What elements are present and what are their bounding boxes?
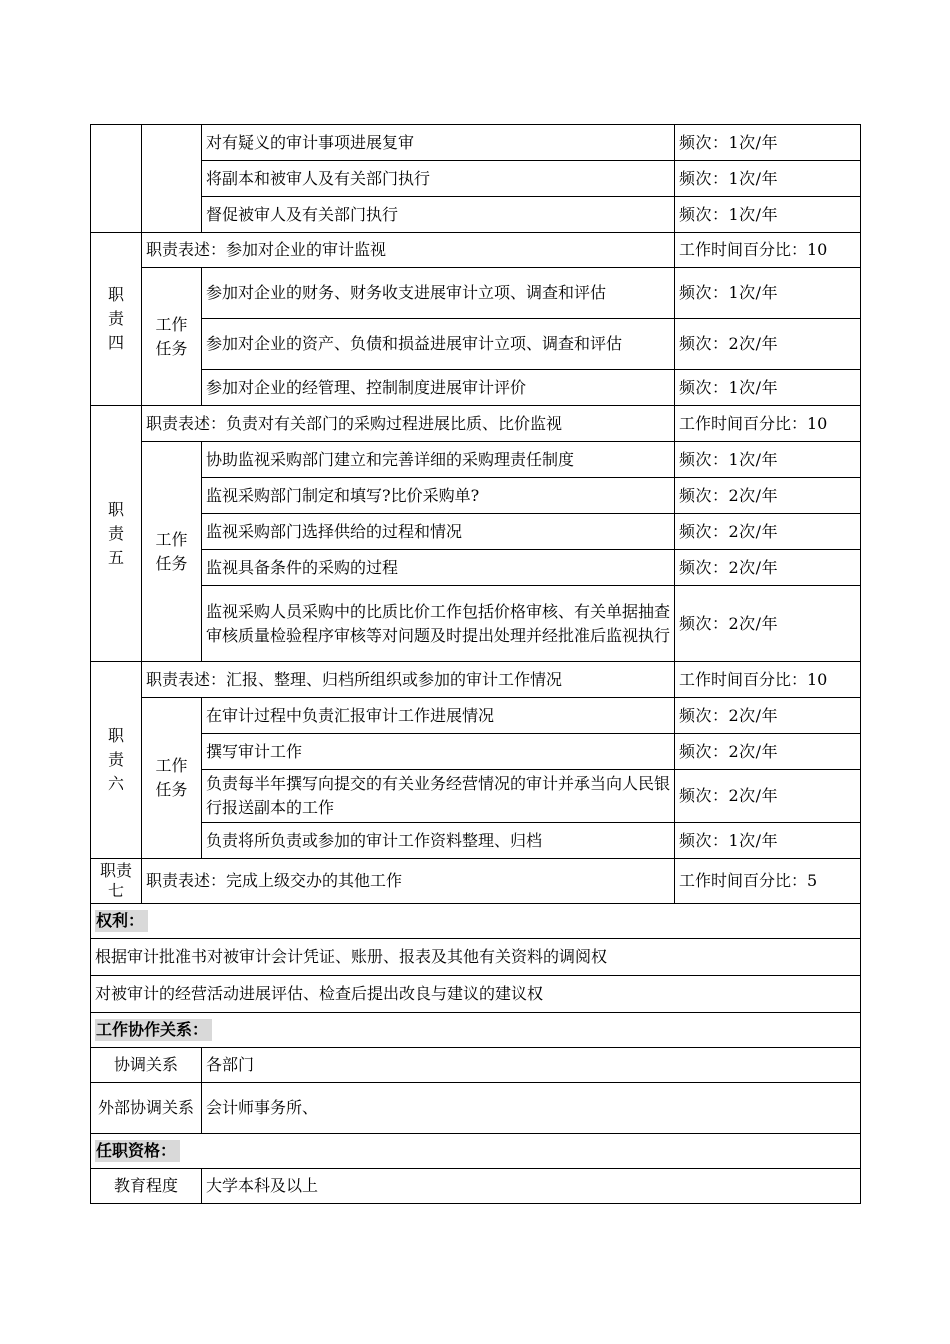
task-text: 参加对企业的资产、负债和损益进展审计立项、调查和评估 — [202, 319, 675, 370]
qualification-heading: 任职资格： — [95, 1140, 180, 1162]
qualification-heading-cell — [91, 1134, 861, 1169]
task-text: 参加对企业的经管理、控制制度进展审计评价 — [202, 370, 675, 406]
table-row — [91, 197, 861, 233]
table-row — [91, 442, 861, 478]
task-frequency: 频次：2次/年 — [675, 698, 861, 734]
table-row — [91, 662, 861, 698]
table-row — [91, 161, 861, 197]
table-row — [91, 976, 861, 1013]
cooperation-label: 协调关系 — [91, 1048, 202, 1083]
task-frequency: 频次：2次/年 — [675, 770, 861, 823]
duty-statement: 职责表述：汇报、整理、归档所组织或参加的审计工作情况 — [142, 662, 675, 698]
task-text: 将副本和被审人及有关部门执行 — [202, 161, 675, 197]
task-frequency: 频次：1次/年 — [675, 823, 861, 859]
task-frequency: 频次：2次/年 — [675, 550, 861, 586]
task-frequency: 频次：1次/年 — [675, 161, 861, 197]
table-row — [91, 233, 861, 268]
cooperation-heading: 工作协作关系： — [95, 1019, 212, 1041]
task-text: 负责每半年撰写向提交的有关业务经营情况的审计并承当向人民银行报送副本的工作 — [202, 770, 675, 823]
task-frequency: 频次：2次/年 — [675, 478, 861, 514]
cooperation-value: 会计师事务所、 — [202, 1083, 861, 1134]
duty-statement: 职责表述：参加对企业的审计监视 — [142, 233, 675, 268]
table-row — [91, 370, 861, 406]
job-description-page — [90, 124, 860, 1204]
task-frequency: 频次：1次/年 — [675, 370, 861, 406]
task-text: 监视采购部门制定和填写?比价采购单? — [202, 478, 675, 514]
duty-label: 职责 七 — [91, 859, 142, 904]
task-frequency: 频次：1次/年 — [675, 125, 861, 161]
task-frequency: 频次：2次/年 — [675, 586, 861, 662]
cooperation-label: 外部协调关系 — [91, 1083, 202, 1134]
table-row — [91, 698, 861, 734]
task-text: 监视采购部门选择供给的过程和情况 — [202, 514, 675, 550]
table-row — [91, 586, 861, 662]
duty-time-percent: 工作时间百分比：10 — [675, 406, 861, 442]
table-row — [91, 823, 861, 859]
task-frequency: 频次：2次/年 — [675, 734, 861, 770]
qualification-value: 大学本科及以上 — [202, 1169, 861, 1204]
task-text: 在审计过程中负责汇报审计工作进展情况 — [202, 698, 675, 734]
task-text: 协助监视采购部门建立和完善详细的采购理责任制度 — [202, 442, 675, 478]
cooperation-heading-cell — [91, 1013, 861, 1048]
right-item: 对被审计的经营活动进展评估、检查后提出改良与建议的建议权 — [91, 976, 861, 1013]
task-text: 对有疑义的审计事项进展复审 — [202, 125, 675, 161]
task-frequency: 频次：1次/年 — [675, 442, 861, 478]
task-label: 工作 任务 — [142, 698, 202, 859]
task-label: 工作 任务 — [142, 442, 202, 662]
task-text: 督促被审人及有关部门执行 — [202, 197, 675, 233]
table-row — [91, 514, 861, 550]
duty-time-percent: 工作时间百分比：10 — [675, 662, 861, 698]
duty-time-percent: 工作时间百分比：5 — [675, 859, 861, 904]
table-row — [91, 550, 861, 586]
table-row — [91, 478, 861, 514]
duty-table — [90, 124, 861, 1204]
task-text: 监视采购人员采购中的比质比价工作包括价格审核、有关单据抽查审核质量检验程序审核等对问题及时提出处理并经批准后监视执行 — [202, 586, 675, 662]
table-row — [91, 1169, 861, 1204]
task-label-cell — [142, 125, 202, 233]
right-item: 根据审计批准书对被审计会计凭证、账册、报表及其他有关资料的调阅权 — [91, 939, 861, 976]
duty-label: 职 责 五 — [91, 406, 142, 662]
table-row — [91, 904, 861, 939]
table-row — [91, 770, 861, 823]
table-row — [91, 319, 861, 370]
table-row — [91, 734, 861, 770]
task-text: 负责将所负责或参加的审计工作资料整理、归档 — [202, 823, 675, 859]
table-row — [91, 1083, 861, 1134]
task-frequency: 频次：1次/年 — [675, 197, 861, 233]
table-row — [91, 406, 861, 442]
table-row — [91, 125, 861, 161]
task-label: 工作 任务 — [142, 268, 202, 406]
qualification-label: 教育程度 — [91, 1169, 202, 1204]
duty-time-percent: 工作时间百分比：10 — [675, 233, 861, 268]
task-text: 参加对企业的财务、财务收支进展审计立项、调查和评估 — [202, 268, 675, 319]
task-text: 撰写审计工作 — [202, 734, 675, 770]
duty-label: 职 责 六 — [91, 662, 142, 859]
duty-statement: 职责表述：负责对有关部门的采购过程进展比质、比价监视 — [142, 406, 675, 442]
cooperation-value: 各部门 — [202, 1048, 861, 1083]
task-frequency: 频次：2次/年 — [675, 514, 861, 550]
table-row — [91, 1048, 861, 1083]
rights-heading-cell — [91, 904, 861, 939]
table-row — [91, 939, 861, 976]
duty-label: 职 责 四 — [91, 233, 142, 406]
rights-heading: 权利： — [95, 910, 148, 932]
task-frequency: 频次：1次/年 — [675, 268, 861, 319]
table-row — [91, 1013, 861, 1048]
table-row — [91, 1134, 861, 1169]
duty-label-cell — [91, 125, 142, 233]
table-row — [91, 268, 861, 319]
duty-statement: 职责表述：完成上级交办的其他工作 — [142, 859, 675, 904]
task-frequency: 频次：2次/年 — [675, 319, 861, 370]
task-text: 监视具备条件的采购的过程 — [202, 550, 675, 586]
table-row — [91, 859, 861, 904]
